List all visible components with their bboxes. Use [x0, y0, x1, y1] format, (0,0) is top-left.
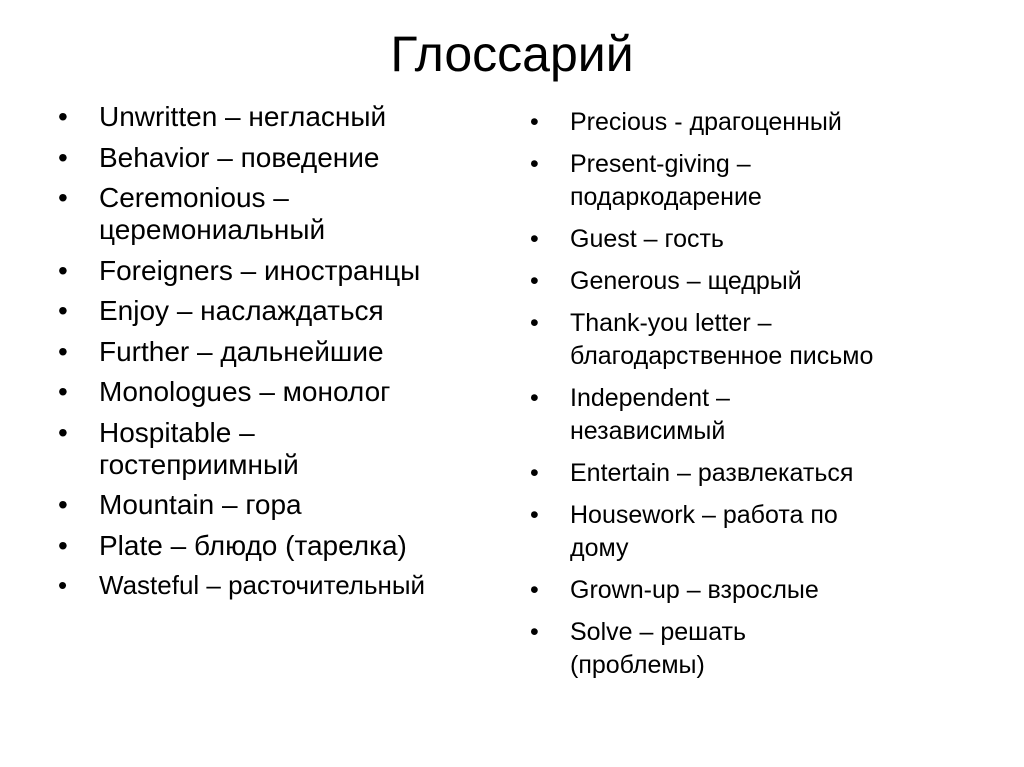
glossary-item	[58, 101, 508, 133]
glossary-item	[530, 574, 970, 607]
bullet-icon	[530, 382, 570, 415]
glossary-item	[58, 570, 508, 600]
glossary-entry: Entertain – развлекаться	[570, 459, 854, 487]
glossary-entry: Ceremonious – церемониальный	[99, 182, 326, 245]
bullet-icon	[530, 223, 570, 256]
glossary-entry: Precious - драгоценный	[570, 108, 842, 136]
glossary-item	[58, 142, 508, 174]
glossary-entry: Housework – работа по дому	[570, 501, 838, 562]
bullet-icon	[58, 101, 99, 133]
glossary-item	[58, 417, 508, 481]
bullet-icon	[58, 570, 99, 600]
bullet-icon	[530, 616, 570, 649]
glossary-item	[530, 307, 970, 373]
glossary-entry: Grown-up – взрослые	[570, 576, 819, 604]
glossary-item	[530, 223, 970, 256]
glossary-item	[530, 499, 970, 565]
bullet-icon	[530, 499, 570, 532]
glossary-entry: Unwritten – негласный	[99, 101, 387, 132]
glossary-entry: Monologues – монолог	[99, 376, 391, 407]
glossary-item	[530, 106, 970, 139]
bullet-icon	[58, 417, 99, 449]
bullet-icon	[530, 148, 570, 181]
glossary-item	[58, 182, 508, 246]
glossary-entry: Solve – решать (проблемы)	[570, 618, 747, 679]
bullet-icon	[58, 489, 99, 521]
bullet-icon	[530, 457, 570, 490]
bullet-icon	[58, 142, 99, 174]
glossary-entry: Guest – гость	[570, 225, 724, 253]
bullet-icon	[530, 307, 570, 340]
bullet-icon	[58, 182, 99, 214]
glossary-entry: Further – дальнейшие	[99, 335, 384, 367]
glossary-item	[58, 295, 508, 327]
slide-title: Глоссарий	[390, 26, 634, 82]
glossary-item	[530, 457, 970, 490]
bullet-icon	[58, 530, 99, 562]
glossary-left-column	[58, 101, 508, 609]
glossary-item	[530, 616, 970, 682]
glossary-entry: Generous – щедрый	[570, 267, 802, 295]
glossary-entry: Enjoy – наслаждаться	[99, 295, 384, 326]
glossary-item	[58, 489, 508, 521]
glossary-entry: Foreigners – иностранцы	[99, 254, 421, 286]
glossary-item	[58, 255, 508, 287]
bullet-icon	[530, 574, 570, 607]
glossary-item	[58, 376, 508, 408]
glossary-right-column	[530, 106, 970, 691]
glossary-entry: Present-giving – подаркодарение	[570, 150, 762, 211]
glossary-item	[58, 530, 508, 562]
bullet-icon	[530, 265, 570, 298]
glossary-item	[58, 336, 508, 368]
glossary-entry: Behavior – поведение	[99, 141, 380, 173]
bullet-icon	[58, 295, 99, 327]
bullet-icon	[58, 376, 99, 408]
glossary-entry: Wasteful – расточительный	[99, 570, 426, 600]
bullet-icon	[58, 336, 99, 368]
glossary-item	[530, 382, 970, 448]
glossary-item	[530, 148, 970, 214]
glossary-item	[530, 265, 970, 298]
bullet-icon	[530, 106, 570, 139]
glossary-entry: Plate – блюдо (тарелка)	[99, 529, 407, 561]
glossary-entry: Independent – независимый	[570, 384, 730, 445]
glossary-entry: Mountain – гора	[99, 489, 302, 520]
bullet-icon	[58, 255, 99, 287]
glossary-entry: Thank-you letter – благодарственное письмо	[570, 309, 874, 370]
glossary-entry: Hospitable – гостеприимный	[99, 416, 299, 480]
